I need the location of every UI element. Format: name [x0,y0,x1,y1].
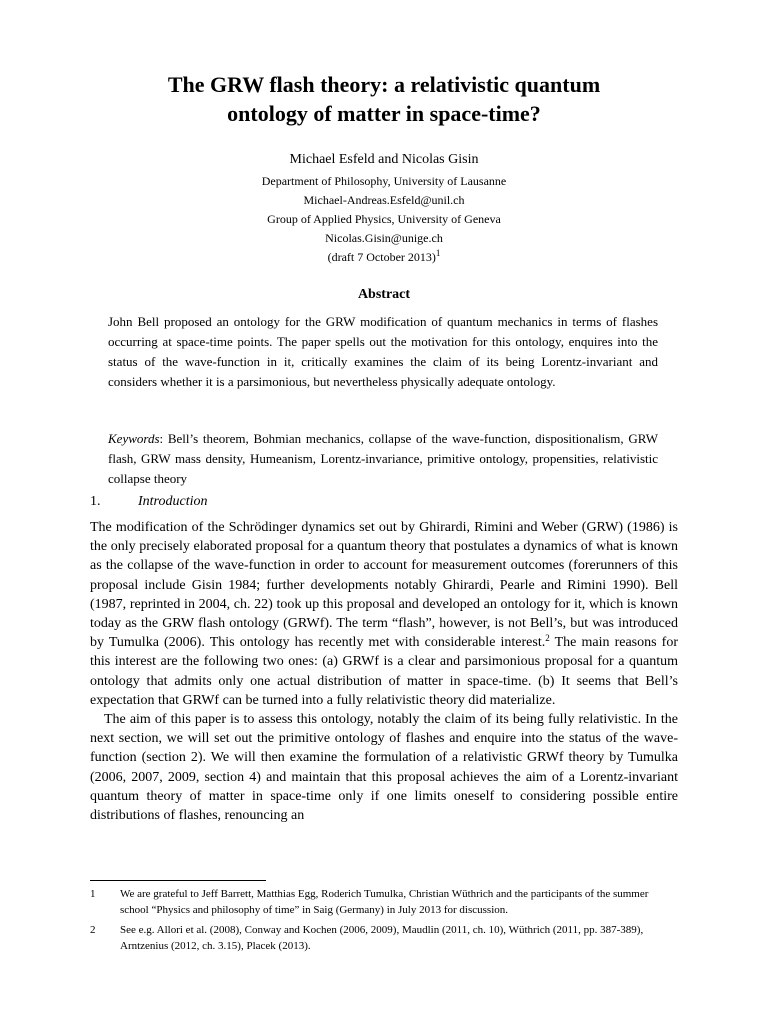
footnote-ref-2[interactable]: 2 [545,633,550,644]
paper-title [90,70,678,128]
paragraph-1-part-b: The main reasons for this interest are the following two ones: (a) GRWf is a clear and parsimonious proposal for a quantum ontology that admits only one actual distribution of matter in space-time. (b) It seems that Bell’s expectation that GRWf can be turned into a fully relativistic theory did materialize. [90,635,678,708]
paragraph-1-part-a: The modification of the Schrödinger dynamics set out by Ghirardi, Rimini and Weber (GRW) (1986) is the only precisely elaborated proposal for a quantum theory that postulates a dynamics of what is known as the collapse of the wave-function in order to account for measurement outcomes (forerunners of this proposal include Gisin 1984; further developments notably Ghirardi, Pearle and Rimini 1990). Bell (1987, reprinted in 2004, ch. 22) took up this proposal and developed an ontology for it, which is known today as the GRW flash ontology (GRWf). The term “flash”, however, is not Bell’s, but was introduced by Tumulka (2006). This ontology has recently met with considerable interest. [90,520,678,651]
keywords-list: : Bell’s theorem, Bohmian mechanics, collapse of the wave-function, dispositionalism, GRW flash, GRW mass density, Humeanism, Lorentz-invariance, primitive ontology, propensities, relativistic collapse theory [108,431,658,486]
draft-date [90,248,678,267]
paragraph-2: The aim of this paper is to assess this ontology, notably the claim of its being fully relativistic. In the next section, we will set out the primitive ontology of flashes and enquire into the status of the wave-function (section 2). We will then examine the formulation of a relativistic GRWf theory by Tumulka (2006, 2007, 2009, section 4) and maintain that this proposal achieves the aim of a Lorentz-invariant quantum theory of matter in space-time only if one limits oneself to considering possible entire distributions of flashes, renouncing an [90,712,678,824]
title-line-1: The GRW flash theory: a relativistic quantum [167,72,601,97]
email-gisin: Nicolas.Gisin@unige.ch [325,231,443,245]
footnote-separator [90,880,266,881]
section-heading-introduction [90,494,207,510]
keywords [108,429,658,489]
section-title: Introduction [138,494,208,509]
footnote-1-mark: 1 [90,888,96,900]
paragraph-1 [90,518,678,710]
abstract-heading: Abstract [357,287,411,302]
footnote-2-mark: 2 [90,924,96,936]
authors: Michael Esfeld and Nicolas Gisin [289,152,479,167]
footnote-2-text: See e.g. Allori et al. (2008), Conway and Kochen (2006, 2009), Maudlin (2011, ch. 10), Wüthrich (2011, pp. 387-389), Arntzenius (2012, ch. 3.15), Placek (2013). [120,924,644,952]
keywords-label: Keywords [108,431,160,446]
section-number: 1. [90,494,101,509]
footnote-1 [90,886,678,918]
body-text [90,518,678,825]
title-line-2: ontology of matter in space-time? [227,101,541,126]
affiliation-geneva: Group of Applied Physics, University of Geneva [267,212,501,226]
email-esfeld: Michael-Andreas.Esfeld@unil.ch [303,193,465,207]
affiliation-lausanne: Department of Philosophy, University of Lausanne [261,174,507,188]
footnote-ref-1[interactable]: 1 [435,248,441,258]
draft-text: (draft 7 October 2013) [327,250,436,264]
abstract-text: John Bell proposed an ontology for the GRW modification of quantum mechanics in terms of flashes occurring at space-time points. The paper spells out the motivation for this ontology, enquires into the status of the wave-function in it, critically examines the claim of its being Lorentz-invariant and considers whether it is a parsimonious, but nevertheless physically adequate ontology. [108,314,658,389]
footnote-2 [90,922,678,954]
footnote-1-text: We are grateful to Jeff Barrett, Matthias Egg, Roderich Tumulka, Christian Wüthrich and the participants of the summer school “Physics and philosophy of time” in Saig (Germany) in July 2013 for discussion. [120,888,649,916]
